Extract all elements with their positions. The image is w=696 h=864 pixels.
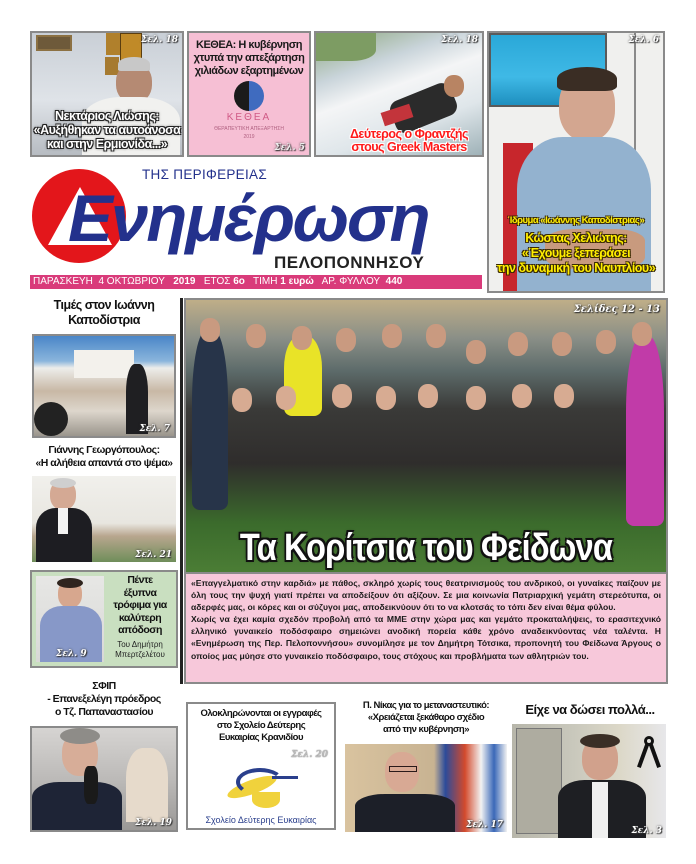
main-headline: Τα Κορίτσια του Φείδωνα xyxy=(239,527,613,569)
teaser-kethea-title xyxy=(189,39,309,78)
page-ref-cheliotis: Σελ. 6 xyxy=(628,35,659,45)
headline-line: ΚΕΘΕΑ: Η κυβέρνηση xyxy=(196,39,302,51)
sidebar-title-sfip xyxy=(30,680,178,719)
photo-obituary xyxy=(512,724,666,838)
headline-line: στους Greek Masters xyxy=(351,140,467,154)
headline-line: Ολοκληρώνονται οι εγγραφές xyxy=(200,708,322,719)
year-value: 6ο xyxy=(233,276,245,287)
teaser-cheliotis-title xyxy=(489,231,663,276)
teaser-nikas[interactable] xyxy=(343,700,509,840)
headline-line: και στην Ερμιονίδα...» xyxy=(46,137,168,151)
headline-line: ΣΦΙΠ xyxy=(92,680,116,692)
masthead-prefix: ΤΗΣ ΠΕΡΙΦΕΡΕΙΑΣ xyxy=(142,167,267,182)
teaser-kethea[interactable] xyxy=(187,31,311,157)
masthead-suffix: ΠΕΛΟΠΟΝΝΗΣΟΥ xyxy=(274,253,425,272)
teaser-sde[interactable] xyxy=(186,702,336,830)
sidebar-title-nutrition xyxy=(106,574,174,637)
photo-nutrition xyxy=(36,576,104,662)
issue-date: 4 ΟΚΤΩΒΡΙΟΥ xyxy=(98,276,165,287)
sidebar-story-sfip[interactable] xyxy=(30,680,178,860)
teaser-liosis-title xyxy=(32,109,182,151)
teaser-frantzis[interactable] xyxy=(314,31,484,157)
sde-logo-icon xyxy=(226,762,296,810)
teaser-liosis[interactable] xyxy=(30,31,184,157)
headline-line: χιλιάδων εξαρτημένων xyxy=(194,65,304,77)
teaser-sde-title xyxy=(188,708,334,744)
headline-line: τρόφιμα για xyxy=(113,599,167,611)
teaser-obituary-title: Είχε να δώσει πολλά... xyxy=(525,702,655,717)
headline-line: από την κυβέρνηση» xyxy=(383,724,469,735)
page-ref-obituary: Σελ. 3 xyxy=(631,826,662,836)
sidebar-story-georgopoulos[interactable] xyxy=(30,444,178,566)
headline-line: την δυναμική του Ναυπλίου» xyxy=(496,261,656,275)
headline-line: ο Τζ. Παπαναστασίου xyxy=(54,706,154,718)
headline-line: απόδοση xyxy=(118,624,162,636)
photo-georgopoulos xyxy=(32,476,176,562)
headline-line: Δεύτερος ο Φραντζής xyxy=(349,127,469,141)
sidebar-title-kapodistrias xyxy=(30,298,178,328)
masthead xyxy=(22,165,482,275)
headline-line: Γιάννης Γεωργόπουλος: xyxy=(48,444,160,456)
headline-line: καλύτερη xyxy=(118,611,162,624)
main-body xyxy=(186,572,666,682)
photo-nikas xyxy=(345,744,507,832)
main-story[interactable] xyxy=(184,298,668,684)
headline-line: Πέντε xyxy=(127,574,153,586)
price-value: 1 ευρώ xyxy=(280,276,314,287)
page-ref-nutrition: Σελ. 9 xyxy=(56,649,87,659)
page-ref-main: Σελίδες 12 - 13 xyxy=(573,304,660,315)
byline-line: Μπερτζελέτου xyxy=(115,650,165,659)
black-ribbon-icon xyxy=(638,736,660,770)
page-ref-georgopoulos: Σελ. 21 xyxy=(135,550,172,560)
cheliotis-kicker: Ίδρυμα «Ιωάννης Καποδίστριας» xyxy=(507,215,645,226)
sidebar-story-nutrition[interactable] xyxy=(30,570,178,668)
teaser-obituary[interactable] xyxy=(512,702,668,842)
headline-line: έξυπνα xyxy=(123,586,157,599)
photo-sfip xyxy=(30,726,178,832)
headline-line: Νεκτάριος Λιώσης: xyxy=(55,109,159,123)
headline-line: Π. Νίκας για το μεταναστευτικό: xyxy=(362,700,490,711)
page-ref-liosis: Σελ. 18 xyxy=(141,35,178,45)
year-label: ΕΤΟΣ xyxy=(203,276,231,287)
headline-line: «Έχουμε ξεπεράσει xyxy=(521,246,631,260)
kethea-logo-icon xyxy=(234,81,264,111)
page-ref-kapodistrias: Σελ. 7 xyxy=(139,424,170,434)
issue-year: 2019 xyxy=(173,276,196,287)
headline-line: Κώστας Χελιώτης: xyxy=(525,231,627,245)
teaser-cheliotis[interactable] xyxy=(487,31,665,293)
teaser-nikas-title xyxy=(343,700,509,736)
issue-number: 440 xyxy=(385,276,403,287)
headline-line: «Η αλήθεια απαντά στο ψέμα» xyxy=(35,457,173,469)
headline-line: - Επανεξελέγη πρόεδρος xyxy=(47,693,161,705)
page-ref-kethea: Σελ. 5 xyxy=(274,143,305,153)
sidebar-title-georgopoulos xyxy=(30,444,178,470)
headline-line: «Αυξήθηκαν τα αυτοάνοσα xyxy=(33,123,181,137)
masthead-title: Ενημέρωση xyxy=(68,181,429,255)
page-ref-sfip: Σελ. 19 xyxy=(135,818,172,828)
kethea-logo-sub: ΘΕΡΑΠΕΥΤΙΚΗ ΑΠΕΞΑΡΤΗΣΗ xyxy=(214,126,284,132)
date-bar xyxy=(30,275,482,289)
page-ref-sde: Σελ. 20 xyxy=(291,750,328,760)
price-label: ΤΙΜΗ xyxy=(253,276,278,287)
headline-line: Τιμές στον Ιωάννη xyxy=(53,298,155,312)
nutrition-byline xyxy=(106,640,174,660)
headline-line: χτυπά την απεξάρτηση xyxy=(193,52,305,64)
headline-line: Ευκαιρίας Κρανιδίου xyxy=(219,732,303,743)
main-body-paragraph: Χωρίς να έχει καμία σχεδόν προβολή από τα ΜΜΕ στην χώρα μας και γεμάτο προκαταλήψεις, το ερασιτεχνικό ελληνικό γυναικείο ποδόσφαιρο σημειώνει ανοδική πορεία κάθε χρόνο αναδεικνύοντας νέα ταλέντα. Η «Ενημέρωση της Περ. Πελοποννήσου» συνομίλησε με τον Δημήτρη Τότσικα, προπονητή του Φείδωνα Άργους ο οποίος μας μύησε στο γυναικείο ποδόσφαιρο, τους στόχους και προβλήματα των αθλητριών του. xyxy=(191,614,661,661)
page-ref-frantzis: Σελ. 18 xyxy=(441,35,478,45)
column-divider xyxy=(180,298,183,684)
kethea-logo-year: 2019 xyxy=(243,134,255,140)
kethea-logo-text: ΚΕΘΕΑ xyxy=(226,112,272,123)
headline-line: «Χρειάζεται ξεκάθαρο σχέδιο xyxy=(367,712,485,723)
headline-line: Καποδίστρια xyxy=(68,313,140,327)
byline-line: Του Δημήτρη xyxy=(117,640,163,649)
main-body-paragraph: «Επαγγελματικό στην καρδιά» με πάθος, σκληρό χωρίς τους θεατρινισμούς του ανδρικού, οι γυναίκες παίζουν με όλη τους την ψυχή γιατί πρέπει να αποδείξουν ότι αξίζουν. Σε μια κοινωνία Πατριαρχική γεμάτη στερεότυπα, οι αδερφές μας, οι κόρες και οι σύζυγοι μας, αποδεικνύουν ότι το να κλοτσάς το τόπι δεν είναι θέμα φύλου. xyxy=(191,578,661,613)
page-ref-nikas: Σελ. 17 xyxy=(466,820,503,830)
headline-line: στο Σχολείο Δεύτερης xyxy=(216,720,306,731)
sde-logo-caption: Σχολείο Δεύτερης Ευκαιρίας xyxy=(205,815,317,825)
teaser-frantzis-title xyxy=(336,128,482,154)
issue-label: ΑΡ. ΦΥΛΛΟΥ xyxy=(321,276,381,287)
sidebar-story-kapodistrias[interactable] xyxy=(30,298,178,438)
issue-day: ΠΑΡΑΣΚΕΥΗ xyxy=(33,276,93,287)
photo-kapodistrias xyxy=(32,334,176,438)
